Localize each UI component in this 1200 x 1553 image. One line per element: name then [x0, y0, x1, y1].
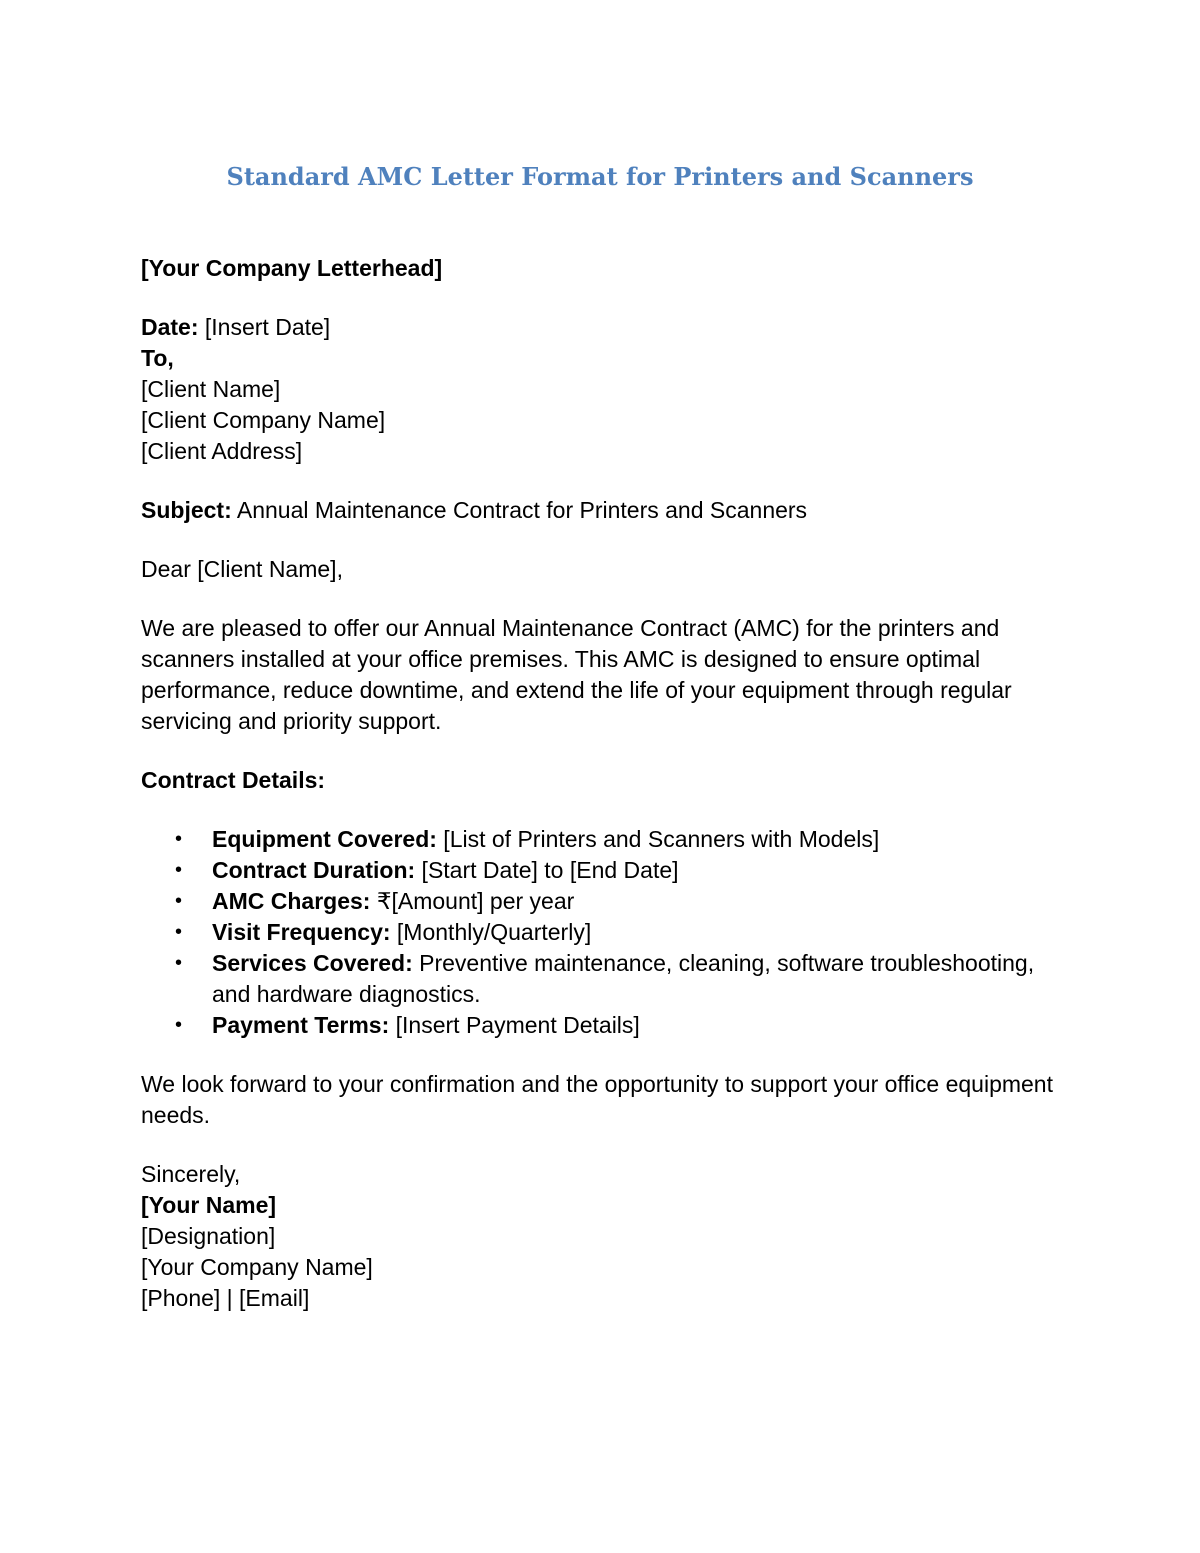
- signature-company: [Your Company Name]: [141, 1254, 373, 1280]
- intro-paragraph: We are pleased to offer our Annual Maintenance Contract (AMC) for the printers and scanners installed at your office premises. This AMC is designed to ensure optimal performance, reduce downtime, and extend the life of your equipment through regular servicing and priority support.: [141, 615, 1012, 734]
- list-item-contract-duration: [141, 855, 1061, 886]
- bullet-icon: •: [175, 890, 183, 912]
- bullet-icon: •: [175, 952, 183, 974]
- detail-value: [Start Date] to [End Date]: [415, 857, 679, 883]
- bullet-icon: •: [175, 828, 183, 850]
- list-item-amc-charges: [141, 886, 1061, 917]
- bullet-icon: •: [175, 859, 183, 881]
- signature-name: [Your Name]: [141, 1192, 277, 1218]
- signature-contact: [Phone] | [Email]: [141, 1285, 310, 1311]
- list-item-visit-frequency: [141, 917, 1061, 948]
- recipient-name: [Client Name]: [141, 376, 281, 402]
- detail-value: [Monthly/Quarterly]: [390, 919, 592, 945]
- detail-label: AMC Charges:: [212, 888, 371, 914]
- detail-label: Visit Frequency:: [212, 919, 391, 945]
- subject-value: Annual Maintenance Contract for Printers and Scanners: [231, 497, 808, 523]
- recipient-address: [Client Address]: [141, 438, 303, 464]
- contract-details-heading: Contract Details:: [141, 767, 326, 793]
- detail-label: Services Covered:: [212, 950, 413, 976]
- subject-line: [141, 495, 1061, 526]
- detail-label: Payment Terms:: [212, 1012, 390, 1038]
- date-value: [Insert Date]: [198, 314, 331, 340]
- recipient-company: [Client Company Name]: [141, 407, 386, 433]
- list-item-services-covered: [141, 948, 1061, 1010]
- detail-value: [List of Printers and Scanners with Models]: [436, 826, 880, 852]
- letter-body: [141, 253, 1061, 1314]
- salutation: Dear [Client Name],: [141, 556, 343, 582]
- list-item-payment-terms: [141, 1010, 1061, 1041]
- signature-designation: [Designation]: [141, 1223, 276, 1249]
- closing-paragraph: We look forward to your confirmation and the opportunity to support your office equipment needs.: [141, 1071, 1053, 1128]
- detail-value: Preventive maintenance, cleaning, software troubleshooting, and hardware diagnostics.: [212, 950, 1035, 1007]
- detail-label: Equipment Covered:: [212, 826, 437, 852]
- date-label: Date:: [141, 314, 199, 340]
- list-item-equipment-covered: [141, 824, 1061, 855]
- subject-label: Subject:: [141, 497, 232, 523]
- detail-label: Contract Duration:: [212, 857, 416, 883]
- detail-value: [Insert Payment Details]: [389, 1012, 640, 1038]
- contract-details-list: [141, 824, 1061, 1041]
- bullet-icon: •: [175, 1014, 183, 1036]
- to-label: To,: [141, 345, 174, 371]
- document-title: Standard AMC Letter Format for Printers and Scanners: [226, 162, 974, 191]
- letterhead-placeholder: [Your Company Letterhead]: [141, 255, 443, 281]
- signoff: Sincerely,: [141, 1161, 241, 1187]
- bullet-icon: •: [175, 921, 183, 943]
- date-line: [141, 312, 1061, 343]
- detail-value: ₹[Amount] per year: [370, 888, 575, 914]
